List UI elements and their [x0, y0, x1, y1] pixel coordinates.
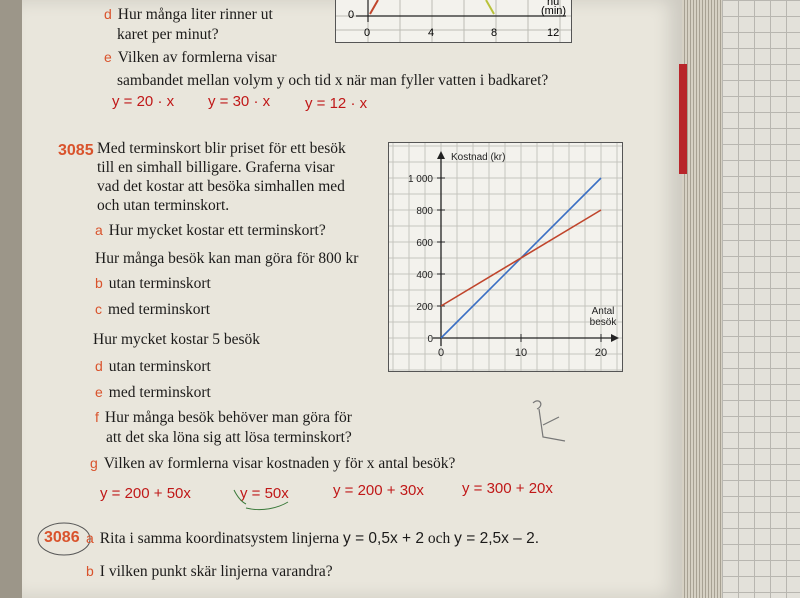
- top-question-d-label: d: [104, 6, 112, 22]
- top-question-d-line2: karet per minut?: [117, 26, 219, 43]
- y-tick-label: 800: [416, 206, 433, 217]
- formula-g-3: y = 200 + 30x: [333, 482, 424, 499]
- problem-3086-number: 3086: [44, 529, 80, 546]
- formula-g-4: y = 300 + 20x: [462, 480, 553, 497]
- top-formula-2: y = 30 · x: [208, 93, 271, 110]
- question-f-label: f: [95, 409, 99, 425]
- top-x-tick-12: 12: [547, 27, 560, 39]
- top-graph: [335, 0, 572, 43]
- question-c-label: c: [95, 301, 102, 317]
- problem-3085-intro-4: och utan terminskort.: [97, 197, 230, 214]
- check-mark: [232, 484, 292, 514]
- problem-3085-number: 3085: [58, 142, 94, 159]
- top-question-e-line1: e Vilken av formlerna visar: [104, 49, 277, 66]
- formula-g-1: y = 200 + 50x: [100, 485, 191, 502]
- problem-3086-b-label: b: [86, 563, 94, 579]
- x-tick-label: 10: [514, 347, 528, 359]
- equation-1: y = 0,5x + 2: [343, 530, 425, 547]
- question-d-label: d: [95, 358, 103, 374]
- question-e: e med terminskort: [95, 384, 211, 401]
- question-g-label: g: [90, 455, 98, 471]
- question-800kr: Hur många besök kan man göra för 800 kr: [95, 250, 359, 267]
- top-y-zero: 0: [348, 9, 355, 21]
- question-d: d utan terminskort: [95, 358, 211, 375]
- problem-3085-intro-1: Med terminskort blir priset för ett besök: [97, 140, 346, 157]
- left-page-edge: [0, 0, 22, 598]
- top-x-tick-0: 0: [364, 27, 371, 39]
- bookmark-tab: [679, 64, 687, 174]
- x-tick-label: 0: [437, 347, 445, 359]
- problem-3085-intro-3: vad det kostar att besöka simhallen med: [97, 178, 345, 195]
- cost-chart-svg: [389, 143, 622, 371]
- problem-3086-a-label: a: [86, 530, 94, 546]
- x-axis-label-line2: besök: [589, 317, 617, 328]
- question-b-label: b: [95, 275, 103, 291]
- question-a-label: a: [95, 222, 103, 238]
- y-tick-label: 1 000: [407, 174, 433, 185]
- top-x-tick-4: 4: [428, 27, 435, 39]
- question-5-visits: Hur mycket kostar 5 besök: [93, 331, 261, 348]
- problem-3085-intro-2: till en simhall billigare. Graferna visar: [97, 159, 335, 176]
- x-tick-label: 20: [594, 347, 608, 359]
- top-formula-3: y = 12 · x: [305, 95, 368, 112]
- top-unit-top: nu: [547, 0, 560, 8]
- question-a: a Hur mycket kostar ett terminskort?: [95, 222, 326, 239]
- page-edges: [682, 0, 722, 598]
- y-tick-label: 0: [427, 334, 433, 345]
- top-question-e-label: e: [104, 49, 112, 65]
- top-x-tick-8: 8: [491, 27, 498, 39]
- question-b: b utan terminskort: [95, 275, 211, 292]
- problem-3086-b: b I vilken punkt skär linjerna varandra?: [86, 563, 333, 580]
- y-tick-label: 400: [416, 270, 433, 281]
- top-question-e-line2: sambandet mellan volym y och tid x när man fyller vatten i badkaret?: [117, 72, 549, 89]
- top-formula-1: y = 20 · x: [112, 93, 175, 110]
- pencil-scribble: [515, 395, 585, 450]
- equation-2: y = 2,5x – 2.: [454, 530, 540, 547]
- problem-3086-a: a Rita i samma koordinatsystem linjerna y = 0,5x + 2 och y = 2,5x – 2.: [86, 530, 540, 547]
- x-axis-arrow: [611, 334, 619, 342]
- cost-graph: [388, 142, 623, 372]
- equation-and: och: [427, 530, 451, 547]
- y-axis-label: Kostnad (kr): [451, 152, 506, 163]
- question-e-label: e: [95, 384, 103, 400]
- question-c: c med terminskort: [95, 301, 211, 318]
- question-f-line1: f Hur många besök behöver man göra för: [95, 409, 352, 426]
- y-axis-arrow: [437, 151, 445, 159]
- y-tick-label: 200: [416, 302, 433, 313]
- y-tick-label: 600: [416, 238, 433, 249]
- formula-g-2: y = 50x: [240, 485, 289, 502]
- x-axis-label-line1: Antal: [591, 306, 615, 317]
- question-f-line2: att det ska löna sig att lösa terminskort?: [106, 429, 352, 446]
- grid-paper: [722, 0, 800, 598]
- top-question-d-line1: d Hur många liter rinner ut: [104, 6, 273, 23]
- top-unit: (min): [541, 5, 567, 17]
- question-g: g Vilken av formlerna visar kostnaden y för x antal besök?: [90, 455, 456, 472]
